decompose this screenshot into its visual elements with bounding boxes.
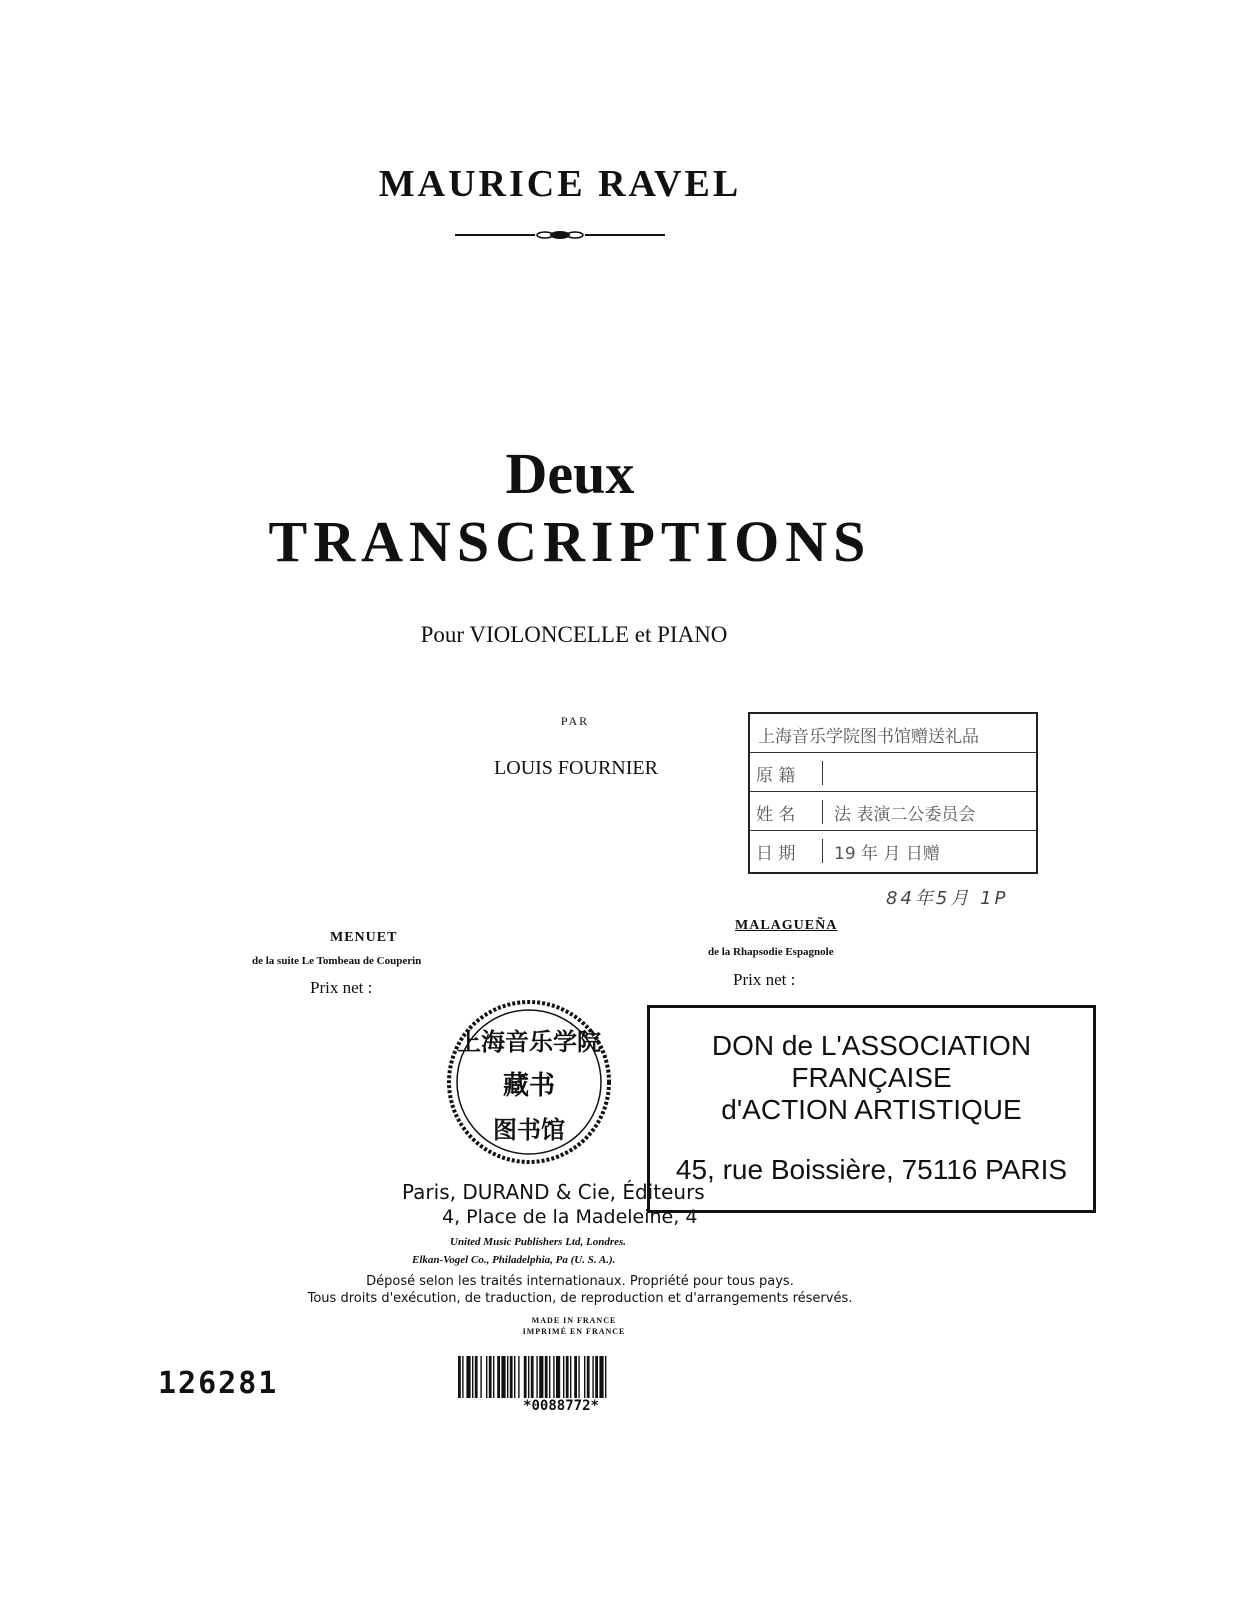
- seal-text-top: 上海音乐学院: [457, 1028, 601, 1056]
- registration-value: 法 表演二公委员会: [834, 805, 976, 825]
- barcode-bar: [599, 1356, 603, 1398]
- barcode-bar: [493, 1356, 494, 1398]
- legal-line-1: Déposé selon les traités internationaux. Propriété pour tous pays.: [366, 1274, 794, 1289]
- barcode-bar: [480, 1356, 481, 1398]
- barcode-bar: [578, 1356, 579, 1398]
- legal-line-2: Tous droits d'exécution, de traduction, de reproduction et d'arrangements réservés.: [307, 1291, 853, 1306]
- registration-number: 84年5月 1P: [886, 888, 1009, 909]
- barcode-bar: [510, 1356, 513, 1398]
- barcode-bar: [466, 1356, 470, 1398]
- agent-philadelphia: Elkan-Vogel Co., Philadelphia, Pa (U. S. A.).: [412, 1254, 616, 1266]
- barcode-bar: [587, 1356, 590, 1398]
- donation-line-1: DON de L'ASSOCIATION FRANÇAISE: [711, 1030, 1032, 1093]
- imprime-en-france: IMPRIMÉ EN FRANCE: [522, 1327, 626, 1336]
- registration-value: 19 年 月 日赠: [834, 844, 940, 864]
- registration-label: 姓 名: [756, 800, 823, 824]
- barcode-bar: [584, 1356, 585, 1398]
- title-line-2: TRANSCRIPTIONS: [268, 509, 872, 574]
- barcode-bar: [539, 1356, 543, 1398]
- donation-line-3: 45, rue Boissière, 75116 PARIS: [675, 1154, 1068, 1185]
- barcode-bar: [518, 1356, 519, 1398]
- barcode-bar: [553, 1356, 554, 1398]
- barcode-bar: [501, 1356, 505, 1398]
- barcode-bar: [472, 1356, 473, 1398]
- price-malaguena: Prix net :: [733, 970, 796, 989]
- arranger-name: LOUIS FOURNIER: [494, 757, 658, 779]
- piece-title-malaguena: MALAGUEÑA: [735, 918, 838, 933]
- barcode-bar: [549, 1356, 550, 1398]
- donation-stamp: [647, 1005, 1096, 1213]
- ornament-rule: [455, 228, 665, 242]
- piece-source-menuet: de la suite Le Tombeau de Couperin: [252, 955, 422, 967]
- registration-label: 日 期: [756, 839, 823, 863]
- barcode-bar: [531, 1356, 534, 1398]
- barcode-bar: [528, 1356, 529, 1398]
- instrumentation: Pour VIOLONCELLE et PIANO: [420, 622, 728, 647]
- donation-line-2: d'ACTION ARTISTIQUE: [721, 1094, 1022, 1125]
- barcode-bar: [536, 1356, 537, 1398]
- title-line-1: Deux: [505, 441, 635, 506]
- barcode-bar: [592, 1356, 593, 1398]
- barcode-bar: [514, 1356, 515, 1398]
- price-menuet: Prix net :: [310, 978, 373, 997]
- publisher-line-1: Paris, DURAND & Cie, Éditeurs: [402, 1180, 705, 1204]
- barcode-bar: [489, 1356, 492, 1398]
- barcode-bar: [458, 1356, 461, 1398]
- barcode-bar: [462, 1356, 463, 1398]
- barcode-bar: [605, 1356, 606, 1398]
- seal-text-bottom: 图书馆: [493, 1116, 565, 1144]
- agent-london: United Music Publishers Ltd, Londres.: [450, 1236, 627, 1248]
- barcode-bar: [595, 1356, 598, 1398]
- piece-source-malaguena: de la Rhapsodie Espagnole: [708, 946, 834, 958]
- library-seal: [445, 998, 613, 1166]
- shelf-number: 126281: [158, 1366, 279, 1401]
- barcode-bar: [566, 1356, 569, 1398]
- barcode-bar: [545, 1356, 548, 1398]
- barcode-bar: [570, 1356, 571, 1398]
- barcode-bar: [524, 1356, 527, 1398]
- par-label: PAR: [560, 714, 590, 728]
- publisher-line-2: 4, Place de la Madeleine, 4: [442, 1206, 698, 1228]
- barcode-bar: [507, 1356, 508, 1398]
- piece-title-menuet: MENUET: [330, 930, 398, 945]
- made-in-france: MADE IN FRANCE: [531, 1316, 617, 1325]
- barcode-bar: [486, 1356, 487, 1398]
- registration-label: 原 籍: [756, 761, 823, 785]
- barcode-text: *0088772*: [523, 1398, 599, 1414]
- seal-text-mid: 藏书: [502, 1071, 556, 1101]
- barcode: [458, 1356, 664, 1398]
- barcode-bar: [574, 1356, 577, 1398]
- barcode-bar: [563, 1356, 564, 1398]
- barcode-bar: [475, 1356, 478, 1398]
- registration-header: 上海音乐学院图书馆赠送礼品: [758, 727, 979, 747]
- registration-stamp: [748, 712, 1038, 874]
- barcode-bar: [497, 1356, 500, 1398]
- barcode-bar: [556, 1356, 560, 1398]
- composer-name: MAURICE RAVEL: [378, 163, 742, 205]
